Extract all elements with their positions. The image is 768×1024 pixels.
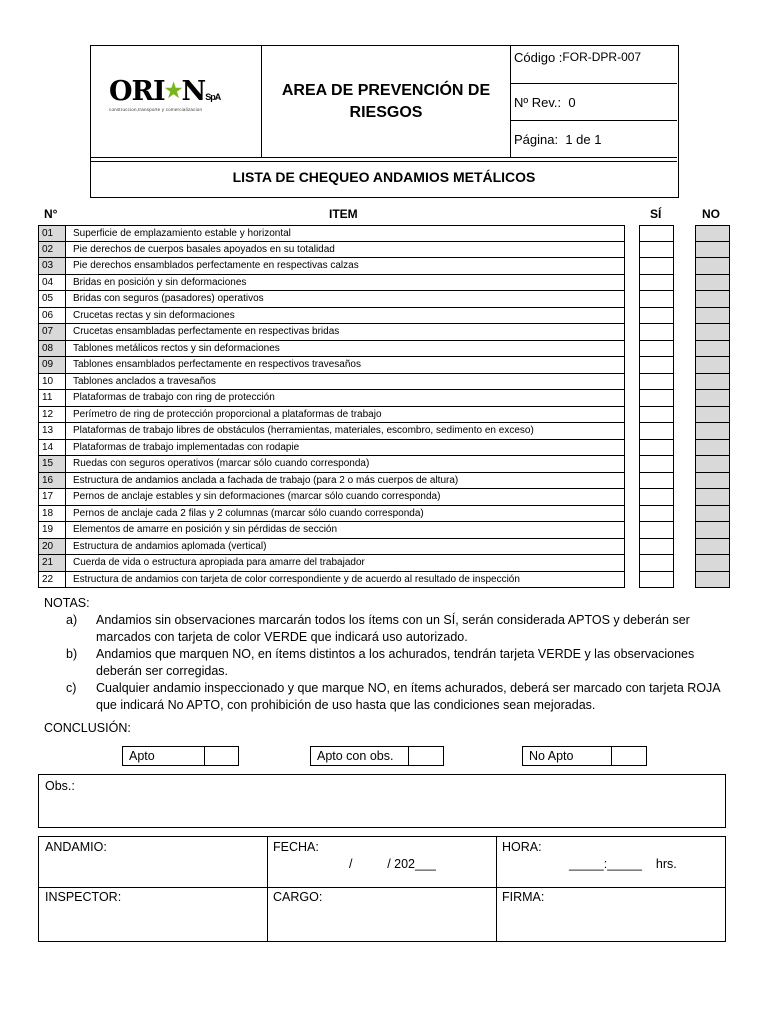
- item-number: 11: [38, 390, 66, 407]
- col-header-no: NO: [702, 207, 720, 221]
- item-text: Plataformas de trabajo libres de obstáculos (herramientas, materiales, escombro, sedimento en exceso): [66, 423, 625, 440]
- item-text: Pie derechos de cuerpos basales apoyados en su totalidad: [66, 242, 625, 259]
- col-header-num: N°: [44, 207, 58, 221]
- item-text: Pernos de anclaje cada 2 filas y 2 columnas (marcar sólo cuando corresponda): [66, 506, 625, 523]
- pagina-label: Página:: [514, 131, 559, 147]
- checklist-row: [38, 308, 625, 325]
- apto-obs-option[interactable]: [310, 746, 444, 766]
- no-checkbox[interactable]: [695, 341, 730, 358]
- note-c: [44, 680, 734, 714]
- no-checkbox[interactable]: [695, 275, 730, 292]
- apto-obs-checkbox[interactable]: [409, 747, 443, 765]
- si-checkbox[interactable]: [639, 324, 674, 341]
- checklist-row: [38, 473, 625, 490]
- col-header-item: ITEM: [329, 207, 358, 221]
- item-text: Pernos de anclaje estables y sin deformaciones (marcar sólo cuando corresponda): [66, 489, 625, 506]
- item-number: 07: [38, 324, 66, 341]
- no-checkbox[interactable]: [695, 489, 730, 506]
- no-checkbox[interactable]: [695, 357, 730, 374]
- no-apto-option[interactable]: [522, 746, 647, 766]
- no-checkbox[interactable]: [695, 291, 730, 308]
- checklist-row: [38, 423, 625, 440]
- si-checkbox[interactable]: [639, 374, 674, 391]
- item-number: 14: [38, 440, 66, 457]
- area-title: AREA DE PREVENCIÓN DE RIESGOS: [262, 46, 511, 157]
- item-number: 12: [38, 407, 66, 424]
- item-number: 02: [38, 242, 66, 259]
- no-checkbox[interactable]: [695, 539, 730, 556]
- item-text: Estructura de andamios anclada a fachada de trabajo (para 2 o más cuerpos de altura): [66, 473, 625, 490]
- no-checkbox[interactable]: [695, 456, 730, 473]
- item-text: Plataformas de trabajo con ring de protección: [66, 390, 625, 407]
- item-number: 13: [38, 423, 66, 440]
- item-number: 10: [38, 374, 66, 391]
- codigo-cell: [511, 46, 677, 84]
- item-text: Bridas en posición y sin deformaciones: [66, 275, 625, 292]
- item-number: 01: [38, 225, 66, 242]
- si-checkbox[interactable]: [639, 489, 674, 506]
- checklist-row: [38, 275, 625, 292]
- item-text: Estructura de andamios aplomada (vertical): [66, 539, 625, 556]
- company-logo: ORI★NSpA: [109, 76, 221, 107]
- checklist-row: [38, 390, 625, 407]
- no-column: [695, 225, 730, 588]
- logo-cell: [91, 46, 262, 157]
- item-text: Crucetas ensambladas perfectamente en respectivas bridas: [66, 324, 625, 341]
- checklist-row: [38, 489, 625, 506]
- si-checkbox[interactable]: [639, 308, 674, 325]
- note-label: b): [66, 647, 78, 661]
- checklist-row: [38, 357, 625, 374]
- item-number: 22: [38, 572, 66, 589]
- no-checkbox[interactable]: [695, 242, 730, 259]
- checklist-row: [38, 341, 625, 358]
- checklist-table: [38, 225, 625, 588]
- no-checkbox[interactable]: [695, 324, 730, 341]
- rev-label: Nº Rev.:: [514, 94, 562, 110]
- no-checkbox[interactable]: [695, 258, 730, 275]
- item-number: 17: [38, 489, 66, 506]
- si-checkbox[interactable]: [639, 539, 674, 556]
- no-checkbox[interactable]: [695, 572, 730, 589]
- rev-value: 0: [568, 94, 576, 110]
- no-checkbox[interactable]: [695, 308, 730, 325]
- item-text: Estructura de andamios con tarjeta de color correspondiente y de acuerdo al resultado de inspección: [66, 572, 625, 589]
- checklist-row: [38, 324, 625, 341]
- si-checkbox[interactable]: [639, 572, 674, 589]
- apto-obs-label: Apto con obs.: [311, 747, 409, 765]
- item-text: Plataformas de trabajo implementadas con rodapie: [66, 440, 625, 457]
- item-text: Crucetas rectas y sin deformaciones: [66, 308, 625, 325]
- no-checkbox[interactable]: [695, 374, 730, 391]
- checklist-row: [38, 258, 625, 275]
- checklist-row: [38, 572, 625, 589]
- checklist-row: [38, 407, 625, 424]
- si-checkbox[interactable]: [639, 506, 674, 523]
- si-checkbox[interactable]: [639, 456, 674, 473]
- no-checkbox[interactable]: [695, 407, 730, 424]
- checklist-title: LISTA DE CHEQUEO ANDAMIOS METÁLICOS: [232, 169, 536, 185]
- si-checkbox[interactable]: [639, 390, 674, 407]
- si-checkbox[interactable]: [639, 555, 674, 572]
- si-checkbox[interactable]: [639, 473, 674, 490]
- note-label: a): [66, 613, 78, 627]
- andamio-label: ANDAMIO:: [45, 840, 107, 854]
- logo-tagline: construccion,transporte y comercializacion: [109, 107, 203, 112]
- checklist-row: [38, 522, 625, 539]
- no-checkbox[interactable]: [695, 473, 730, 490]
- no-checkbox[interactable]: [695, 522, 730, 539]
- item-text: Elementos de amarre en posición y sin pérdidas de sección: [66, 522, 625, 539]
- fecha-placeholder: / / 202___: [349, 857, 436, 871]
- si-checkbox[interactable]: [639, 258, 674, 275]
- note-text: Andamios que marquen NO, en ítems distintos a los achurados, tendrán tarjeta VERDE y las observaciones deberán ser corregidas.: [96, 647, 695, 678]
- item-text: Tablones ensamblados perfectamente en respectivos travesaños: [66, 357, 625, 374]
- item-text: Superficie de emplazamiento estable y horizontal: [66, 225, 625, 242]
- cargo-field[interactable]: [267, 887, 496, 941]
- document-header: [90, 45, 679, 198]
- item-number: 18: [38, 506, 66, 523]
- item-number: 19: [38, 522, 66, 539]
- item-number: 06: [38, 308, 66, 325]
- si-checkbox[interactable]: [639, 291, 674, 308]
- firma-field[interactable]: [496, 887, 725, 941]
- item-number: 15: [38, 456, 66, 473]
- no-checkbox[interactable]: [695, 423, 730, 440]
- si-checkbox[interactable]: [639, 407, 674, 424]
- item-text: Tablones anclados a travesaños: [66, 374, 625, 391]
- item-number: 04: [38, 275, 66, 292]
- notes-title: NOTAS:: [44, 596, 90, 610]
- si-checkbox[interactable]: [639, 522, 674, 539]
- checklist-row: [38, 291, 625, 308]
- conclusion-title: CONCLUSIÓN:: [44, 721, 131, 735]
- apto-option[interactable]: [122, 746, 239, 766]
- item-number: 16: [38, 473, 66, 490]
- item-text: Cuerda de vida o estructura apropiada para amarre del trabajador: [66, 555, 625, 572]
- si-checkbox[interactable]: [639, 341, 674, 358]
- checklist-row: [38, 374, 625, 391]
- si-checkbox[interactable]: [639, 275, 674, 292]
- no-checkbox[interactable]: [695, 390, 730, 407]
- no-apto-label: No Apto: [523, 747, 612, 765]
- item-number: 09: [38, 357, 66, 374]
- item-text: Ruedas con seguros operativos (marcar sólo cuando corresponda): [66, 456, 625, 473]
- no-checkbox[interactable]: [695, 440, 730, 457]
- si-column: [639, 225, 674, 588]
- item-number: 03: [38, 258, 66, 275]
- item-number: 20: [38, 539, 66, 556]
- revision-cell: [511, 84, 677, 121]
- si-checkbox[interactable]: [639, 357, 674, 374]
- checklist-row: [38, 539, 625, 556]
- apto-label: Apto: [123, 747, 205, 765]
- observations-label: Obs.:: [45, 779, 75, 793]
- si-checkbox[interactable]: [639, 242, 674, 259]
- note-label: c): [66, 681, 77, 695]
- pagina-value: 1 de 1: [565, 131, 602, 147]
- firma-label: FIRMA:: [502, 890, 545, 904]
- fecha-field[interactable]: [267, 837, 496, 887]
- si-checkbox[interactable]: [639, 423, 674, 440]
- inspector-field[interactable]: [39, 887, 267, 941]
- notes-section: [44, 595, 734, 714]
- fecha-label: FECHA:: [273, 840, 319, 854]
- cargo-label: CARGO:: [273, 890, 323, 904]
- no-checkbox[interactable]: [695, 225, 730, 242]
- hora-label: HORA:: [502, 840, 542, 854]
- checklist-row: [38, 225, 625, 242]
- no-apto-checkbox[interactable]: [612, 747, 646, 765]
- checklist-row: [38, 506, 625, 523]
- note-text: Cualquier andamio inspeccionado y que marque NO, en ítems achurados, deberá ser marcado con tarjeta ROJA que indicará No APTO, con prohibición de uso hasta que las condiciones sean mejoradas.: [96, 681, 720, 712]
- item-number: 05: [38, 291, 66, 308]
- codigo-value: FOR-DPR-007: [562, 50, 642, 64]
- note-text: Andamios sin observaciones marcarán todos los ítems con un SÍ, serán considerada APTOS y deberán ser marcados con tarjeta de color VERDE que indicará uso autorizado.: [96, 613, 690, 644]
- si-checkbox[interactable]: [639, 440, 674, 457]
- checklist-row: [38, 440, 625, 457]
- signature-grid: [38, 836, 726, 942]
- si-checkbox[interactable]: [639, 225, 674, 242]
- observations-field[interactable]: [38, 774, 726, 828]
- note-a: [44, 612, 734, 646]
- checklist-title-cell: [91, 157, 677, 196]
- andamio-field[interactable]: [39, 837, 267, 887]
- hora-field[interactable]: [496, 837, 725, 887]
- item-text: Pie derechos ensamblados perfectamente en respectivas calzas: [66, 258, 625, 275]
- hora-placeholder: _____:_____ hrs.: [569, 857, 677, 871]
- item-text: Tablones metálicos rectos y sin deformaciones: [66, 341, 625, 358]
- pagina-cell: [511, 121, 677, 157]
- no-checkbox[interactable]: [695, 555, 730, 572]
- checklist-row: [38, 456, 625, 473]
- checklist-row: [38, 242, 625, 259]
- item-number: 21: [38, 555, 66, 572]
- item-text: Bridas con seguros (pasadores) operativos: [66, 291, 625, 308]
- checklist-row: [38, 555, 625, 572]
- note-b: [44, 646, 734, 680]
- no-checkbox[interactable]: [695, 506, 730, 523]
- inspector-label: INSPECTOR:: [45, 890, 122, 904]
- item-text: Perímetro de ring de protección proporcional a plataformas de trabajo: [66, 407, 625, 424]
- col-header-si: SÍ: [650, 207, 662, 221]
- apto-checkbox[interactable]: [205, 747, 238, 765]
- item-number: 08: [38, 341, 66, 358]
- codigo-label: Código :: [514, 50, 563, 65]
